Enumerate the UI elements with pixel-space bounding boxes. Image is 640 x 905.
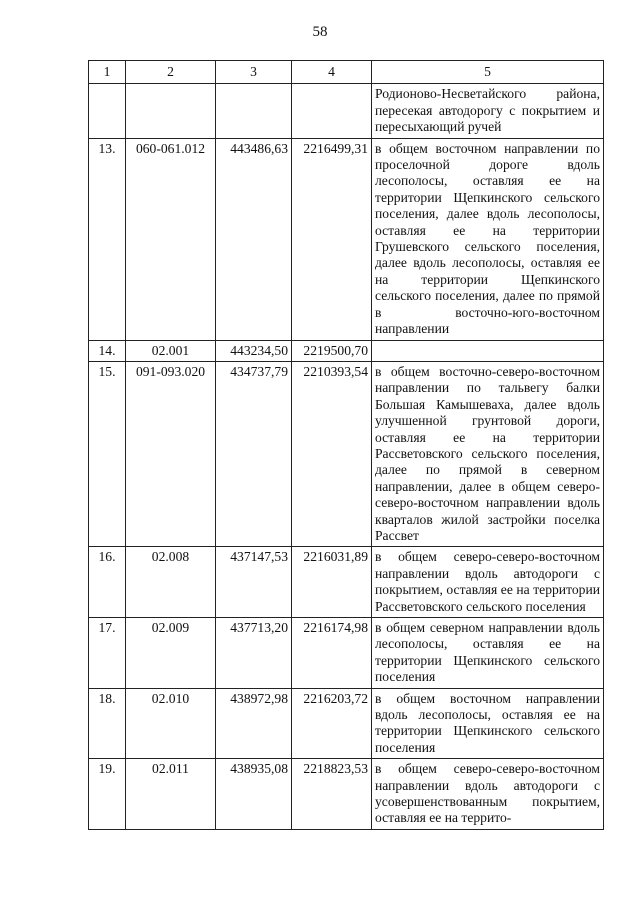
table-row	[89, 759, 604, 830]
x-coordinate-cell: 438935,08	[216, 759, 292, 830]
point-code-cell: 091-093.020	[126, 361, 216, 546]
header-cell: 2	[126, 61, 216, 84]
row-number-cell	[89, 84, 126, 138]
row-number-cell: 14.	[89, 340, 126, 361]
x-coordinate-cell: 437713,20	[216, 618, 292, 689]
header-cell: 5	[372, 61, 604, 84]
point-code-cell: 02.009	[126, 618, 216, 689]
description-cell: в общем восточно-северо-восточном направлении по тальвегу балки Большая Камышеваха, далее вдоль улучшенной грунтовой дороги, оставляя ее на территории Рассветовского сельского поселения, далее по прямой в северном направлении, далее в общем северо-северо-восточном направлении вдоль кварталов жилой застройки поселка Рассвет	[372, 361, 604, 546]
x-coordinate-cell: 438972,98	[216, 688, 292, 759]
row-number-cell: 19.	[89, 759, 126, 830]
point-code-cell: 02.008	[126, 547, 216, 618]
x-coordinate-cell	[216, 84, 292, 138]
y-coordinate-cell: 2219500,70	[292, 340, 372, 361]
table-row	[89, 340, 604, 361]
header-cell: 3	[216, 61, 292, 84]
point-code-cell: 02.011	[126, 759, 216, 830]
y-coordinate-cell: 2216499,31	[292, 138, 372, 340]
header-cell: 4	[292, 61, 372, 84]
y-coordinate-cell	[292, 84, 372, 138]
description-cell: Родионово-Несветайского района, пересекая автодорогу с покрытием и пересыхающий ручей	[372, 84, 604, 138]
row-number-cell: 17.	[89, 618, 126, 689]
row-number-cell: 13.	[89, 138, 126, 340]
y-coordinate-cell: 2218823,53	[292, 759, 372, 830]
point-code-cell: 02.010	[126, 688, 216, 759]
description-cell: в общем северо-северо-восточном направлении вдоль автодороги с усовершенствованным покрытием, оставляя ее на террито-	[372, 759, 604, 830]
table-row	[89, 361, 604, 546]
point-code-cell	[126, 84, 216, 138]
table-row	[89, 688, 604, 759]
table-header-row	[89, 61, 604, 84]
y-coordinate-cell: 2216203,72	[292, 688, 372, 759]
description-cell: в общем северном направлении вдоль лесополосы, оставляя ее на территории Щепкинского сельского поселения	[372, 618, 604, 689]
row-number-cell: 15.	[89, 361, 126, 546]
description-cell: в общем северо-северо-восточном направлении вдоль автодороги с покрытием, оставляя ее на территории Рассветовского сельского поселения	[372, 547, 604, 618]
row-number-cell: 16.	[89, 547, 126, 618]
description-cell	[372, 340, 604, 361]
x-coordinate-cell: 437147,53	[216, 547, 292, 618]
table-row	[89, 547, 604, 618]
y-coordinate-cell: 2210393,54	[292, 361, 372, 546]
y-coordinate-cell: 2216031,89	[292, 547, 372, 618]
page-number: 58	[312, 24, 328, 40]
description-cell: в общем восточном направлении по проселочной дороге вдоль лесополосы, оставляя ее на территории Щепкинского сельского поселения, далее вдоль лесополосы, оставляя ее на территории Грушевского сельского поселения, далее вдоль лесополосы, оставляя ее на территории Щепкинского сельского поселения, далее по прямой в восточно-юго-восточном направлении	[372, 138, 604, 340]
table-row	[89, 138, 604, 340]
row-number-cell: 18.	[89, 688, 126, 759]
boundary-table	[88, 60, 604, 830]
x-coordinate-cell: 434737,79	[216, 361, 292, 546]
header-cell: 1	[89, 61, 126, 84]
table-row	[89, 84, 604, 138]
x-coordinate-cell: 443234,50	[216, 340, 292, 361]
y-coordinate-cell: 2216174,98	[292, 618, 372, 689]
point-code-cell: 02.001	[126, 340, 216, 361]
description-cell: в общем восточном направлении вдоль лесополосы, оставляя ее на территории Щепкинского сельского поселения	[372, 688, 604, 759]
point-code-cell: 060-061.012	[126, 138, 216, 340]
x-coordinate-cell: 443486,63	[216, 138, 292, 340]
table-row	[89, 618, 604, 689]
